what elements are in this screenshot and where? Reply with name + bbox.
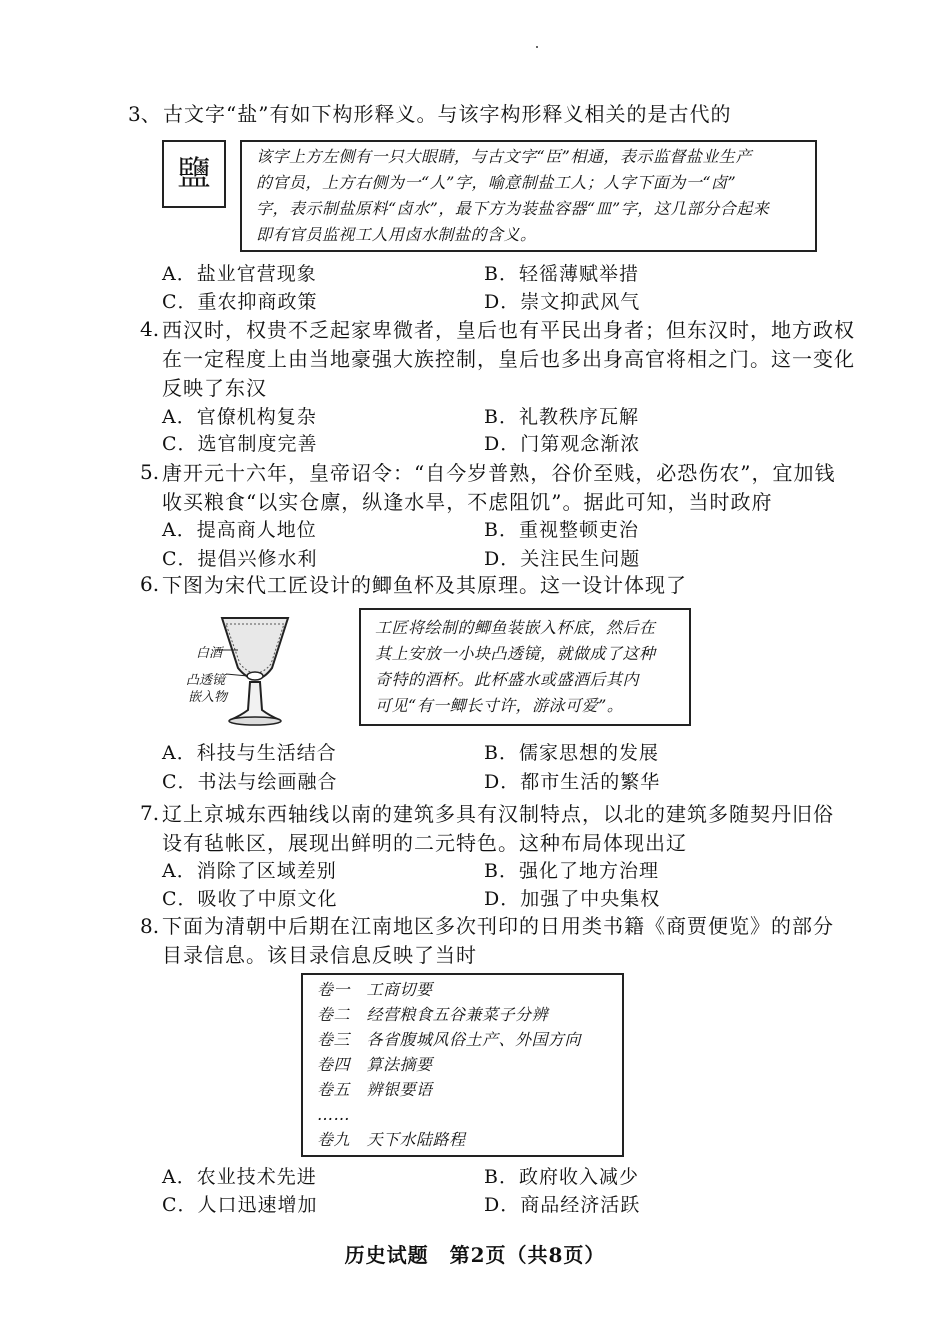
q3-box-line: 的官员，上方右侧为一“人”字，喻意制盐工人；人字下面为一“卤” xyxy=(256,173,737,192)
toc-entry: 卷一 工商切要 xyxy=(317,980,433,999)
q5-number: 5. xyxy=(140,460,160,484)
q5-line: 收买粮食“以实仓廪，纵逢水旱，不虑阻饥”。据此可知，当时政府 xyxy=(162,490,773,514)
q6-box-line: 工匠将绘制的鲫鱼装嵌入杯底，然后在 xyxy=(375,618,656,637)
q8-line: 下面为清朝中后期在江南地区多次刊印的日用类书籍《商贾便览》的部分 xyxy=(162,914,834,938)
q7-line: 设有毡帐区，展现出鲜明的二元特色。这种布局体现出辽 xyxy=(162,831,687,855)
q3-seal-glyph: 鹽 xyxy=(177,154,211,194)
q7-option-a[interactable]: A．消除了区域差别 xyxy=(162,860,337,882)
toc-entry: 卷二 经营粮食五谷兼菜子分辨 xyxy=(317,1005,549,1024)
q4-option-d[interactable]: D．门第观念渐浓 xyxy=(484,433,641,455)
q3-option-c[interactable]: C．重农抑商政策 xyxy=(162,291,318,313)
q5-stem xyxy=(162,459,835,517)
label-lens: 凸透镜 xyxy=(186,673,226,688)
label-embedded: 嵌入物 xyxy=(188,690,228,705)
q4-line: 西汉时，权贵不乏起家卑微者，皇后也有平民出身者；但东汉时，地方政权 xyxy=(162,318,855,342)
q5-line: 唐开元十六年，皇帝诏令：“自今岁普熟，谷价至贱，必恐伤农”，宜加钱 xyxy=(162,461,836,485)
q8-option-a[interactable]: A．农业技术先进 xyxy=(162,1166,317,1188)
q4-line: 反映了东汉 xyxy=(162,376,267,400)
q6-number: 6. xyxy=(140,572,160,596)
convex-lens xyxy=(247,672,263,680)
q3-number: 3、 xyxy=(128,102,161,126)
q3-option-a[interactable]: A．盐业官营现象 xyxy=(162,263,317,285)
q7-number: 7. xyxy=(140,801,160,825)
q7-option-c[interactable]: C．吸收了中原文化 xyxy=(162,888,338,910)
q3-seal-box xyxy=(162,140,226,208)
q3-option-b[interactable]: B．轻徭薄赋举措 xyxy=(484,263,639,285)
q5-option-d[interactable]: D．关注民生问题 xyxy=(484,548,641,570)
q8-stem xyxy=(162,912,834,970)
q4-option-c[interactable]: C．选官制度完善 xyxy=(162,433,318,455)
q4-option-a[interactable]: A．官僚机构复杂 xyxy=(162,406,317,428)
q7-stem xyxy=(162,800,834,858)
q4-stem xyxy=(162,316,855,403)
q5-option-a[interactable]: A．提高商人地位 xyxy=(162,519,317,541)
q5-option-c[interactable]: C．提倡兴修水利 xyxy=(162,548,318,570)
q6-option-d[interactable]: D．都市生活的繁华 xyxy=(484,771,661,793)
toc-entry: 卷五 辨银要语 xyxy=(317,1080,433,1099)
q6-box-line: 可见“有一鲫长寸许，游泳可爱”。 xyxy=(375,696,624,715)
q6-stem: 下图为宋代工匠设计的鲫鱼杯及其原理。这一设计体现了 xyxy=(162,573,687,597)
q8-option-c[interactable]: C．人口迅速增加 xyxy=(162,1194,318,1216)
q6-text-box xyxy=(359,608,691,726)
q4-line: 在一定程度上由当地豪强大族控制，皇后也多出身高官将相之门。这一变化 xyxy=(162,347,855,371)
q3-box-line: 该字上方左侧有一只大眼睛，与古文字“臣”相通，表示监督盐业生产 xyxy=(256,147,752,166)
q8-number: 8. xyxy=(140,914,160,938)
q8-option-b[interactable]: B．政府收入减少 xyxy=(484,1166,639,1188)
q8-option-d[interactable]: D．商品经济活跃 xyxy=(484,1194,641,1216)
cup-bowl xyxy=(222,618,288,679)
q6-option-c[interactable]: C．书法与绘画融合 xyxy=(162,771,338,793)
q3-stem: 古文字“盐”有如下构形释义。与该字构形释义相关的是古代的 xyxy=(163,102,732,126)
q3-box-line: 字，表示制盐原料“卤水”，最下方为装盐容器“皿”字，这几部分合起来 xyxy=(256,199,770,218)
q6-box-line: 奇特的酒杯。此杯盛水或盛酒后其内 xyxy=(375,670,640,689)
q4-number: 4. xyxy=(140,317,160,341)
q5-option-b[interactable]: B．重视整顿吏治 xyxy=(484,519,639,541)
q7-option-d[interactable]: D．加强了中央集权 xyxy=(484,888,661,910)
cup-base xyxy=(229,717,281,725)
q3-box-line: 即有官员监视工人用卤水制盐的含义。 xyxy=(256,225,537,244)
q3-text-box xyxy=(240,140,817,252)
label-wine: 白酒 xyxy=(196,646,223,661)
q6-box-line: 其上安放一小块凸透镜，就做成了这种 xyxy=(375,644,656,663)
q8-toc-box xyxy=(301,973,624,1157)
cup-stem xyxy=(230,682,280,720)
toc-entry: 卷九 天下水陆路程 xyxy=(317,1130,466,1149)
q7-line: 辽上京城东西轴线以南的建筑多具有汉制特点，以北的建筑多随契丹旧俗 xyxy=(162,802,834,826)
page-footer: 历史试题 第2页（共8页） xyxy=(344,1243,606,1267)
q7-option-b[interactable]: B．强化了地方治理 xyxy=(484,860,659,882)
q3-option-d[interactable]: D．崇文抑武风气 xyxy=(484,291,641,313)
scan-dot xyxy=(536,46,538,48)
q4-option-b[interactable]: B．礼教秩序瓦解 xyxy=(484,406,639,428)
q6-option-b[interactable]: B．儒家思想的发展 xyxy=(484,742,659,764)
q6-option-a[interactable]: A．科技与生活结合 xyxy=(162,742,337,764)
toc-entry: …… xyxy=(317,1105,350,1124)
q8-line: 目录信息。该目录信息反映了当时 xyxy=(162,943,477,967)
toc-entry: 卷四 算法摘要 xyxy=(317,1055,433,1074)
toc-entry: 卷三 各省腹城风俗土产、外国方向 xyxy=(317,1030,582,1049)
